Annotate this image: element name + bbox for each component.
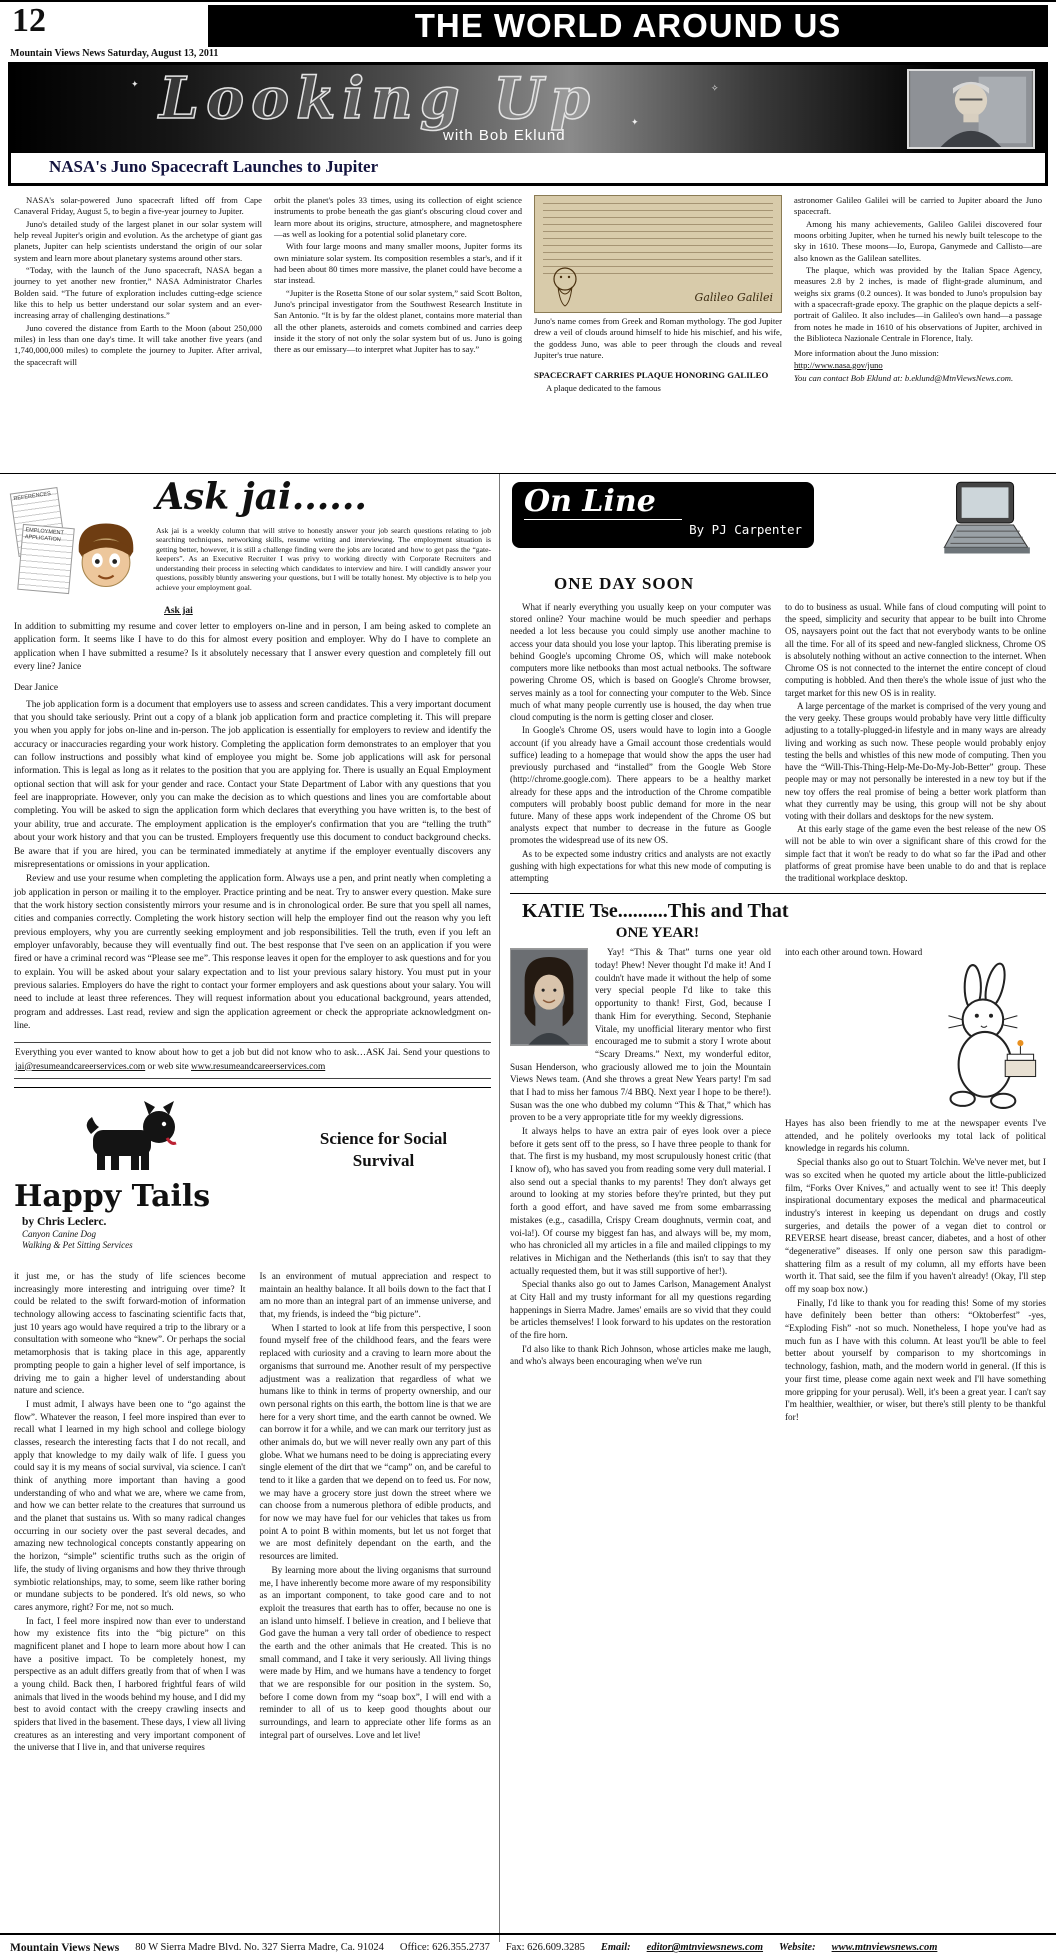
paragraph: Hayes has also been friendly to me at the newspaper events I've attended, and he politely overlooks my total lack of political knowledge in regards his column.	[785, 1118, 1046, 1154]
article-headline: NASA's Juno Spacecraft Launches to Jupiter	[11, 153, 1045, 183]
this-and-that-title: KATIE Tse..........This and That	[522, 900, 789, 923]
paragraph: At this early stage of the game even the best release of the new OS will not be able to win over a significant share of this crowd for the simple fact that it won't be ready to do what so far the iPad and other platforms of great promise have been unable to do and that is replace the traditional workplace desktop.	[785, 824, 1046, 884]
middle-region	[0, 474, 1056, 1942]
column-text	[785, 1117, 1046, 1424]
dog-cartoon	[76, 1094, 192, 1178]
paragraph: “Jupiter is the Rosetta Stone of our solar system,” said Scott Bolton, Juno's principal investigator from the Southwest Research Institute in San Antonio. “It is by far the oldest planet, contains more material than all the other planets, asteroids and comets combined and carries deep inside it the story of not only the solar system but of us. Juno is going there as our emissary—to interpret what Jupiter has to say.”	[274, 287, 522, 355]
paragraph: to do to business as usual. While fans of cloud computing will point to the speed, simplicity and security that appear to be built into Chrome OS, naysayers point out the fact that not everybody wants to be online all the time. For all of its speed and new-fangled slickness, Chrome OS is absolutely nothing without an active connection to the internet. When Chrome OS is not connected to the internet the entire concept of cloud computing is hobbled. And then there's the whole issue of just who the target market for this new OS is in reality.	[785, 602, 1046, 698]
paragraph: What if nearly everything you usually keep on your computer was stored online? Your machine would be much speedier and perhaps needed a lot less because you could simply use another machine to access your data should you lose your laptop. This liberating premise is behind Google's upcoming Chrome OS, which will make notebook computers more like netbooks than most actual netbooks. The software powering Chrome OS, which is based on Google's Chrome browser, serves mainly as a tool for connecting your computer to the Web. Since much of what many people currently use is housed, the day when true cloud computing is the norm is getting closer and closer.	[510, 602, 771, 723]
paragraph: Review and use your resume when completing the application form. Always use a pen, and print neatly when completing a job application in person or mailing it to the employer. Practice printing and be neat. Try to answer every question. Make sure that the work history section consistently mirrors your resume and is in chronological order. Be sure that you spell all names, cities and companies correctly. Completing the work history section will help the employer find out the reason why you left previous employers, why you are currently seeking employment and job responsibilities. Tell the truth, even if you left an employer unfavorably, because they will eventually find out. The best response that I've seen on an application if you were fired or have a criminal record was “Please see me”. This response leaves it open for the employer to ask questions and for you to explain. You will be asked about your salary expectation and to list your previous salary history. You must put in your previous salaries. Employers do have the right to contact your former employers and ask questions about your salary. You will need to include at least three references. They will request information about you educational background, years attended, program and addresses. Last read, review and sign the application agreement or check the appropriate acknowledgment on-line.	[14, 874, 491, 1031]
ask-jai-answer	[14, 699, 491, 1034]
looking-up-title: Looking Up	[159, 65, 597, 132]
person-portrait-icon	[909, 71, 1033, 147]
paragraph: As to be expected some industry critics and analysts are not exactly gushing with high expectations for what this new mode of computing is attempting	[510, 848, 771, 884]
footer-office: Office: 626.355.2737	[399, 1942, 490, 1953]
ask-jai-title: Ask jai......	[156, 476, 367, 518]
looking-up-section	[8, 62, 1048, 186]
paragraph: By learning more about the living organisms that surround me, I have inherently become more aware of my responsibility as an important component, to take good care and to not exploit the treasures that earth has to offer, because no one is an island unto himself. I believe in creation, and I believe that God gave the human a very tall order of obedience to respect the earth and the other animals that He created. This is no small command, and I take it very seriously. All living things were made by Him, and we humans have a tendency to forget that we are responsible for our position in the system. So, before I come down from my “soap box”, I will end with a reminder to all of us to keep good thoughts about our surroundings, and learn to appreciate other life forms as an integral part of ourselves. Love and let live!	[259, 1564, 491, 1740]
one-year-headline: ONE YEAR!	[615, 925, 699, 942]
sparkle-icon: ✦	[631, 117, 639, 127]
on-line-title-box	[512, 482, 814, 548]
section-divider	[510, 893, 1046, 894]
this-and-that-column-2	[785, 946, 1046, 1424]
paragraph: NASA's solar-powered Juno spacecraft lifted off from Cape Canaveral Friday, August 5, to begin a five-year journey to Jupiter.	[14, 195, 262, 217]
reader-question: In addition to submitting my resume and cover letter to employers on-line and in person, I am being asked to complete an application form. It seems like I have to do this for almost every position and employer. Why do I have to complete an application when I have submitted a resume? Is it absolutely necessary that I answer every question and completely fill out every line? Janice	[14, 622, 491, 673]
right-column-region	[500, 474, 1048, 1942]
paragraph: Is an environment of mutual appreciation and respect to maintain an healthy balance. It all boils down to the fact that I am no more than an integral part of an immense universe, and that, my friends, is indeed the “big picture”.	[259, 1271, 491, 1320]
ask-jai-intro: Ask jai is a weekly column that will strive to honestly answer your job search questions relating to job searching techniques, networking skills, resume writing and interviewing. The employment situation is getting better, however, it is still a challenge finding were the jobs are located and how to get pass the “gate-keepers”. As an Executive Recruiter I was privy to working directly with Corporate Recruiters and understanding their process in selecting which candidates to interview and hire. I will candidly answer your questions, possibly bluntly answering your questions, but I will be totally honest. My objective is to help you achieve your employment goal.	[156, 526, 491, 592]
column-text	[794, 195, 1042, 344]
laptop-image	[926, 480, 1038, 566]
galileo-manuscript-image	[534, 195, 782, 313]
footer-address: 80 W Sierra Madre Blvd. No. 327 Sierra Madre, Ca. 91024	[135, 1942, 384, 1953]
ask-jai-website-link[interactable]: www.resumeandcareerservices.com	[191, 1061, 326, 1072]
section-divider	[14, 1087, 491, 1088]
ask-jai-section	[13, 476, 491, 1079]
paragraph: When I started to look at life from this perspective, I soon found myself free of the childhood fears, and the fears were replaced with curiosity and a craving to learn more about the organisms that surround me. Another result of my perspective adjustment was a realization that regardless of what we humans like to think in terms of property ownership, and our own personal rights on this earth, the bottom line is that we are here for a very short time, and the earth cannot be owned. We can borrow it for a while, and we can mark our territory just as other animals do, but we will never really own any part of this globe. What we humans need to be doing is appreciating every single element of the dirt that we “camp” on, and be careful to tend to it like a garden that we depend on to feed us. For now, we may have a grocery store just down the street where we can choose from a numerous plethora of edible products, and for now we may have fuel for our vehicles that takes us from point A to point B within moments, but let us not forget that we are most definitely dependant on the earth, and the resources are limited.	[259, 1322, 491, 1562]
happy-tails-column-2	[260, 1270, 492, 1755]
image-caption: Juno's name comes from Greek and Roman mythology. The god Jupiter drew a veil of clouds around himself to hide his mischief, and his wife, the goddess Juno, was able to peer through the clouds and reveal Jupiter's true nature.	[534, 316, 782, 361]
article-column-4	[794, 195, 1042, 467]
galileo-sketch-icon	[545, 263, 585, 309]
paper-label: EMPLOYMENT APPLICATION	[17, 524, 75, 594]
sparkle-icon: ✧	[711, 83, 719, 93]
sparkle-icon: ✦	[131, 79, 139, 89]
page-footer	[0, 1933, 1056, 1960]
contact-line: You can contact Bob Eklund at: b.eklund@MtnViewsNews.com.	[794, 373, 1014, 384]
paragraph: it just me, or has the study of life sciences become increasingly more interesting and intriguing over time? It could be related to the swift forward-motion of information technology allowing access to fascinating scientific facts that, just 10 years ago would have required a trip to the library or a consultation with someone who “knew”. Or perhaps the social metamorphosis that is taking place in this age, apparently prompting people to gain a higher level of self importance, is driving me to gain a higher level of understanding about nature and science.	[14, 1271, 246, 1396]
juno-mission-link[interactable]: http://www.nasa.gov/juno	[794, 359, 883, 370]
paragraph: Juno covered the distance from Earth to the Moon (about 250,000 miles) in less than one day's time. It will take another five years (and 1,740,000,000 miles) to complete the journey to Jupiter. After arrival, the spacecraft will	[14, 322, 262, 367]
footer-website-label: Website:	[779, 1942, 816, 1953]
footer-fax: Fax: 626.609.3285	[505, 1942, 585, 1953]
paragraph: orbit the planet's poles 33 times, using its collection of eight science instruments to probe beneath the gas giant's obscuring cloud cover and learn more about its origins, structure, atmosphere, and magnetosphere—as well as looking for a potential solid planetary core.	[274, 195, 522, 240]
paragraph: Special thanks also go out to James Carlson, Management Analyst at City Hall and my trusty informant for all my questions regarding happenings in Sierra Madre. James' emails are so vivid that they could be articles themselves! I look forward to his updates on the restoration of the fire horn.	[510, 1279, 771, 1341]
page-number: 12	[12, 2, 46, 39]
on-line-headline: ONE DAY SOON	[554, 574, 695, 593]
paragraph: Special thanks also go out to Stuart Tolchin. We've never met, but I was so excited when he quoted my article about the little-publicized film, “Forks Over Knives,” and actually went to see it! This deeply inspirational documentary exposes the medical and pharmaceutical industry's interest in keeping us dependant on drugs and costly surgeries, and details the power of a vegan diet to control or REVERSE heart disease, breast cancer, diabetes, and a host of other “degenerative” diseases. If only one person saw this paradigm-shattering film as a result of my column, all my efforts have been worth it. That said, see the film if you haven't already! (Okay, I'll step off my soap box now.)	[785, 1157, 1046, 1295]
paragraph: Juno's detailed study of the largest planet in our solar system will help reveal Jupiter's origin and evolution. As the archetype of giant gas planets, Jupiter can help scientists understand the origin of our solar system and learn more about planetary systems around other stars.	[14, 218, 262, 263]
looking-up-banner	[11, 65, 1045, 153]
footer-website-link[interactable]: www.mtnviewsnews.com	[831, 1942, 938, 1953]
more-info-label: More information about the Juno mission:	[794, 348, 939, 359]
ask-jai-cartoon	[14, 482, 148, 598]
footer-paper-name: Mountain Views News	[10, 1941, 120, 1954]
juno-article	[0, 190, 1056, 474]
happy-tails-column-1	[14, 1270, 246, 1755]
paragraph: The plaque, which was provided by the Italian Space Agency, measures 2.8 by 2 inches, is made of flight-grade aluminum, and weighs six grams (0.2 ounces). It was bonded to Juno's propulsion bay with a spacecraft-grade epoxy. The graphic on the plaque depicts a self-portrait of Galileo. It also includes—in Galileo's own hand—a passage from notes he made in 1610 of his observations of Jupiter, archived in the Biblioteca Nazionale Centrale in Florence, Italy.	[794, 265, 1042, 344]
paragraph: A large percentage of the market is comprised of the very young and the very geeky. These groups would probably have very little difficulty adjusting to a totally-plugged-in lifestyle and in many ways are already living and working as such now. These people would probably enjoy testing the bells and whistles of this new mode of computing. Then you have the “Will-This-Thing-Help-Me-Do-My-Job-Better” group. These people may or may not personally be interested in a new toy but if the new toy offers the real promise of being a better work platform than what they currently may be using, this group will not be shy about voting with their dollars and desktops for the new system.	[785, 700, 1046, 821]
this-and-that-section	[510, 900, 1046, 1424]
paragraph: A plaque dedicated to the famous	[546, 382, 661, 393]
bunny-cartoon	[934, 961, 1044, 1113]
on-line-column-1	[510, 601, 771, 885]
happy-tails-headline: Science for Social Survival	[319, 1129, 448, 1171]
bob-eklund-photo	[907, 69, 1035, 149]
cartoon-face-icon	[68, 516, 144, 594]
this-and-that-column-1	[510, 946, 771, 1424]
paragraph: It always helps to have an extra pair of eyes look over a piece before it gets sent off to the press, so I have three people to thank for that. The first is my husband, my most scrupulously honest critic (that I know of), who has saved you from reading some very dull material. I also send out a special thanks to my parents! They don't always get around to looking at my stories before they're printed, but they put forth a good effort, and have saved me from some embarrassing mistakes (e.g., casadilla, Crispy Cream doughnuts, vermin coat, and voi-la!). Of course my biggest fan has, and always will be, my mom, who has chronicled all my articles in a file and mailed clippings to my relatives in Michigan and the Netherlands (this isn't to say that they actually requested them, but it was still supportive of her!).	[510, 1126, 771, 1276]
galileo-signature: Galileo Galilei	[694, 291, 773, 305]
salutation: Dear Janice	[14, 683, 58, 694]
paragraph: In Google's Chrome OS, users would have to login into a Google account (if you already have a Gmail account those credentials would suffice) leading to a homepage that would show the apps the user had previously purchased and “installed” from the Google Web Store (http://chrome.google.com). There appears to be a healthy market already for these apps and the introduction of the Chrome compatible computers will probably boost public demand for more in the near future. Many of these apps work independent of the Chrome OS but analysts expect that number to decrease in the future as Google promotes the widespread use of its new OS.	[510, 725, 771, 846]
looking-up-byline: with Bob Eklund	[443, 127, 566, 144]
service-line-1: Canyon Canine Dog	[22, 1229, 96, 1239]
paragraph: The job application form is a document that employers use to assess and screen candidates. This a very important document that you should take seriously. Print out a copy of a blank job application form and practice completing it. This will prepare you when you apply for jobs on-line and in-person. The job application is essentially for employers to review and identify the accuracy or inaccuracies regarding your work history. Completing the application form demonstrates to an employer that you can follow instructions and possibly what kind of employee you might be. Some job applications will ask for personal information. This is legal as long as it relates to the position that you are applying for. There is usually an Equal Employment optional section that will ask for your gender and race. Contact your State Department of Labor with any questions that you feel are inappropriate. However, only you can make the decision as to which questions and lines you are comfortable about completing. You will be asked to sign the application form which declares that everything you have written is, to the best of your ability, true and accurate. The employment application is the employer's confirmation that you are “telling the truth” about your work history and that you can be trusted. Employers frequently use this document to conduct background checks. Be aware that if you are hired, you can be terminated immediately at anytime if the employer eventually discovers any misrepresentations or omissions in your application.	[14, 699, 491, 870]
katie-photo	[510, 948, 588, 1046]
ask-jai-outro	[14, 1042, 491, 1079]
article-column-2	[274, 195, 522, 467]
paragraph: In fact, I feel more inspired now than ever to understand how my existence fits into the “big picture” on this magnificent planet and I hope to learn more about how I can have a positive impact. To be completely honest, my perspective as an adult differs greatly from that of when I was a young child. Back then, I harbored frightful fears of wild animals that lived in the woods behind my house, and I did my best to avoid contact with the creepy crawling insects and spiders that lived in the basement. These days, I view all living creatures as an interesting and very important component of the universe that I live in, and that universe requires	[14, 1615, 246, 1753]
ask-jai-email-link[interactable]: jai@resumeandcareerservices.com	[15, 1061, 146, 1072]
ask-jai-subhead: Ask jai	[164, 606, 193, 616]
service-line-2: Walking & Pet Sitting Services	[22, 1240, 133, 1251]
outro-text: or web site	[145, 1061, 192, 1072]
footer-email-link[interactable]: editor@mtnviewsnews.com	[646, 1942, 764, 1953]
paragraph: Among his many achievements, Galileo Galilei discovered four moons orbiting Jupiter, when he turned his newly built telescope to the sky in 1610. These moons—Io, Europa, Ganymede and Callisto—are also known as the Galilean satellites.	[794, 218, 1042, 263]
masthead-bar	[208, 5, 1048, 47]
outro-text: Everything you ever wanted to know about how to get a job but did not know who to ask…ASK Jai. Send your questions to	[15, 1048, 490, 1059]
on-line-title: On Line	[524, 484, 682, 520]
left-column-region	[8, 474, 500, 1942]
paragraph: With four large moons and many smaller moons, Jupiter forms its own miniature solar system. Its composition resembles a star's, and if it had been about 80 times more massive, the planet could have become a star instead.	[274, 241, 522, 286]
article-column-1	[14, 195, 262, 467]
paragraph: astronomer Galileo Galilei will be carried to Jupiter aboard the Juno spacecraft.	[794, 195, 1042, 217]
article-column-3	[534, 195, 782, 467]
happy-tails-title: Happy Tails	[14, 1179, 211, 1214]
masthead	[0, 2, 1056, 60]
article-subhead: SPACECRAFT CARRIES PLAQUE HONORING GALILEO	[534, 369, 769, 380]
continuation-line: into each other around town. Howard	[785, 947, 923, 958]
happy-tails-section	[14, 1094, 491, 1755]
masthead-dateline: Mountain Views News Saturday, August 13, 2011	[10, 48, 219, 59]
paragraph: I'd also like to thank Rich Johnson, whose articles make me laugh, and who's always been encouraging when we've run	[510, 1343, 771, 1367]
on-line-byline: By PJ Carpenter	[689, 522, 802, 537]
on-line-section	[510, 480, 1046, 885]
paragraph: I must admit, I always have been one to “go against the flow”. Whatever the reason, I feel more inspired than ever to recall what I learned in my high school and college biology classes, research the interesting facts that I do not recall, and apply that knowledge to my daily walk of life. I guess you could say it is my means of social survival, via science. I can't think of anything more important than having a good understanding of who and what we are, where we came from, and how we can better relate to the creatures that surround us and the planet that sustains us. With so many radical changes occurring in our society over the past several decades, and amazing new technological concepts constantly appearing on the horizon, “simple” scientific truths such as the origin of life, the study of living organisms and how they thrive through symbiotic relationships, may, to some, seem like rather boring or mundane subjects to be pondered. It's old news, so who cares anymore, right? For me, not so much.	[14, 1398, 246, 1612]
paragraph: “Today, with the launch of the Juno spacecraft, NASA began a journey to yet another new frontier,” NASA Administrator Charles Bolden said. “The future of exploration includes cutting-edge science like this to help us better understand our solar system and an ever-increasing array of challenging destinations.”	[14, 265, 262, 321]
masthead-title: THE WORLD AROUND US	[414, 7, 842, 44]
on-line-column-2	[785, 601, 1046, 885]
footer-email-label: Email:	[600, 1942, 631, 1953]
paragraph: Yay! “This & That” turns one year old today! Phew! Never thought I'd make it! And I couldn't have made it without the help of some very special people I'd like to take this opportunity to thank! First, God, because I thank Him for everything. Second, Stephanie Vitale, my unofficial literary mentor who first encouraged me to submit a story I wrote about “Scary Dreams.” Next, my wonderful editor, Susan Henderson, who graciously allowed me to join the Mountain Views News team. (And she throws a great New Years party! I'm sad that I had to miss her famous 7/4 BBQ. Next year I hope to be there!). Susan was the one who dubbed my column “This & That,” which has proven to be a very appropriate title for my weekly digressions.	[510, 947, 771, 1123]
paragraph: Finally, I'd like to thank you for reading this! Some of my stories have definitely been better than others: “Oktoberfest” -yes, “Exploding Fish” -not so much. Nonetheless, I hope you've had as much fun as I have with this column. At least you'll be able to feel better about yourself by comparison to my shortcomings in technology, fashion, math, and the modern world in general. (If this is your first time, please come again next week and I'll have something more gripping for your perusal). Well, it's been a great year. I can't say I'm healthier, wealthier, or wiser, but there's still plenty to be thankful for!	[785, 1297, 1046, 1422]
happy-tails-byline: by Chris Leclerc.	[22, 1216, 107, 1228]
paper-label: REFERENCES	[10, 487, 66, 557]
